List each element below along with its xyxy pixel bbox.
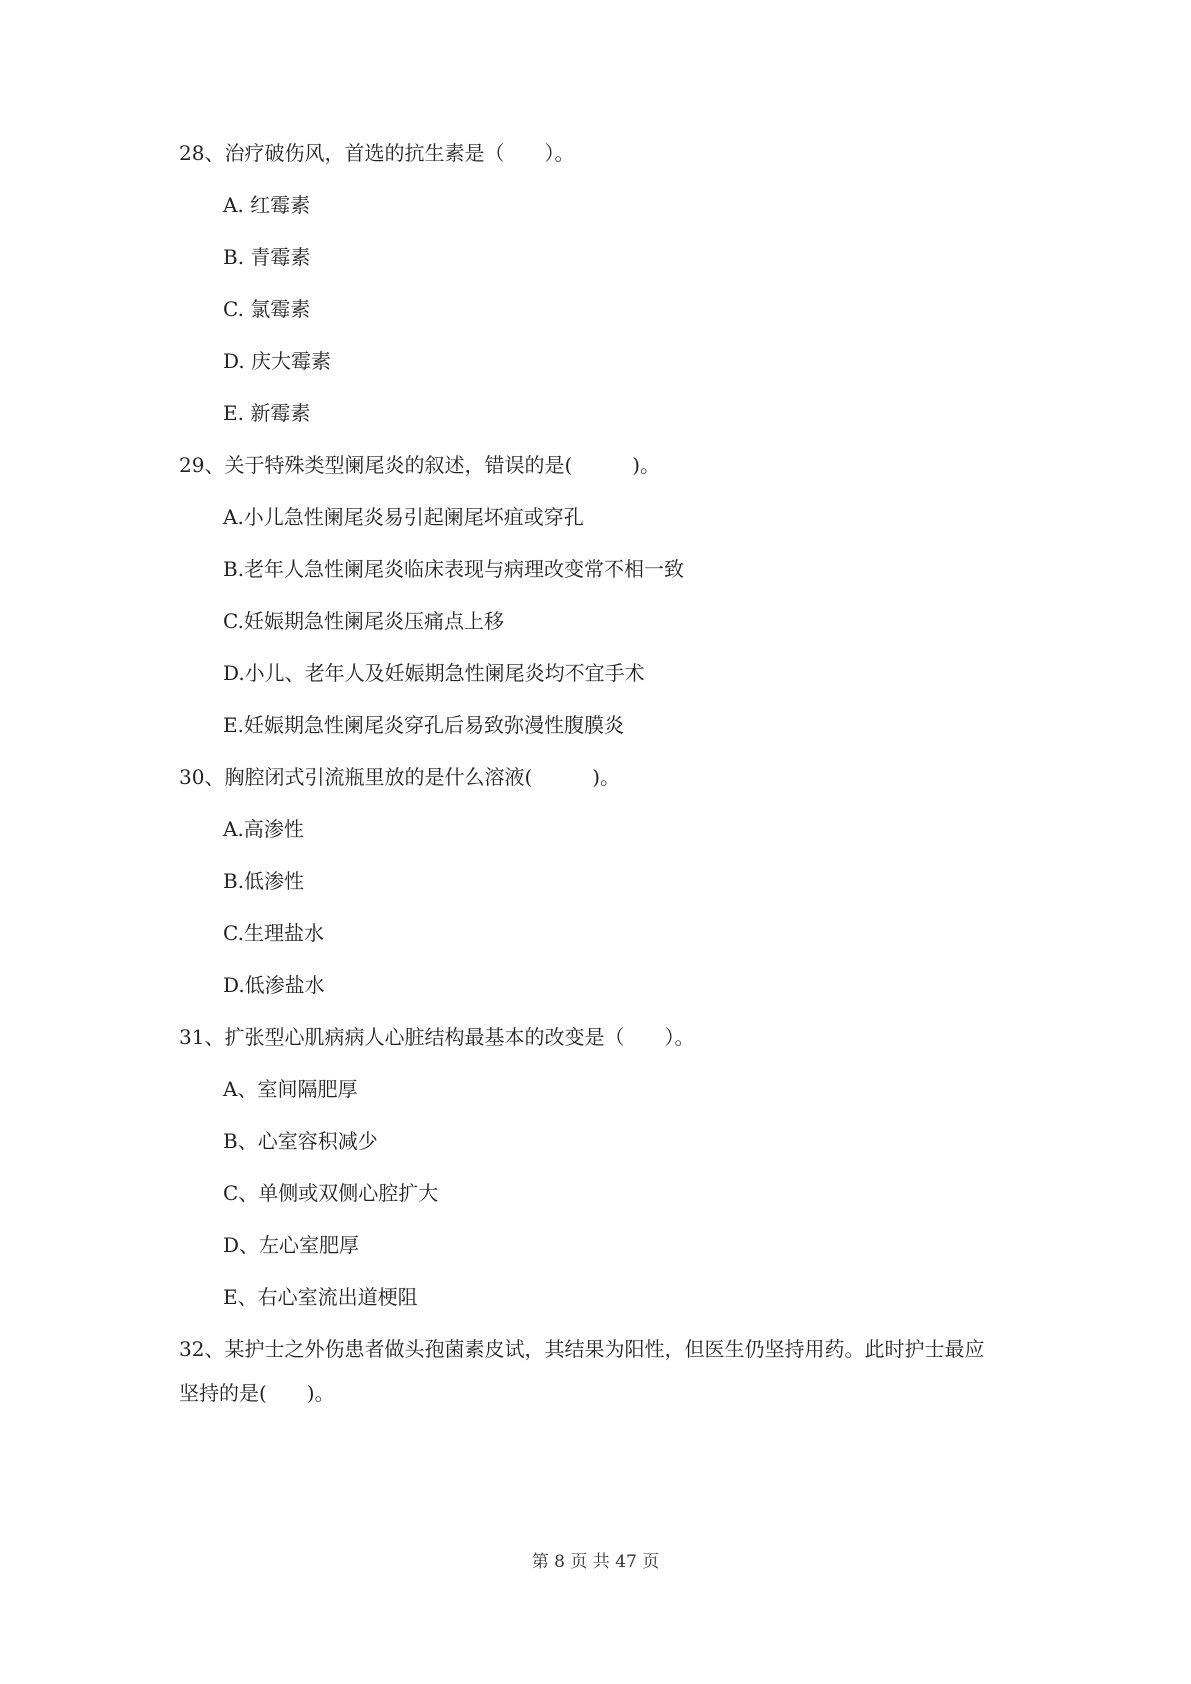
question-30-option-d: D.低渗盐水 [223, 973, 325, 997]
page-footer: 第 8 页 共 47 页 [531, 1552, 660, 1572]
question-29-option-c: C.妊娠期急性阑尾炎压痛点上移 [223, 609, 504, 633]
question-29-option-d: D.小儿、老年人及妊娠期急性阑尾炎均不宜手术 [223, 661, 645, 685]
question-31-option-b: B、心室容积减少 [223, 1129, 378, 1153]
question-30-option-b: B.低渗性 [223, 869, 305, 893]
question-29-stem: 29、关于特殊类型阑尾炎的叙述，错误的是( )。 [179, 453, 661, 477]
question-28-option-c: C. 氯霉素 [223, 297, 311, 321]
question-31-option-e: E、右心室流出道梗阻 [223, 1285, 418, 1309]
question-28-option-b: B. 青霉素 [223, 245, 311, 269]
question-29-option-a: A.小儿急性阑尾炎易引起阑尾坏疽或穿孔 [223, 505, 584, 529]
question-30-stem: 30、胸腔闭式引流瓶里放的是什么溶液( )。 [179, 765, 621, 789]
question-29-option-e: E.妊娠期急性阑尾炎穿孔后易致弥漫性腹膜炎 [223, 713, 624, 737]
question-28-option-a: A. 红霉素 [223, 193, 311, 217]
question-28-option-d: D. 庆大霉素 [223, 349, 332, 373]
question-32-stem-line-1: 32、某护士之外伤患者做头孢菌素皮试，其结果为阳性，但医生仍坚持用药。此时护士最应 [179, 1337, 985, 1361]
question-28-option-e: E. 新霉素 [223, 401, 311, 425]
question-30-option-a: A.高渗性 [223, 817, 304, 841]
question-28-stem: 28、治疗破伤风，首选的抗生素是（ ）。 [179, 141, 575, 165]
question-31-stem: 31、扩张型心肌病病人心脏结构最基本的改变是（ ）。 [179, 1025, 695, 1049]
question-32-stem-line-2: 坚持的是( )。 [179, 1381, 335, 1405]
question-31-option-c: C、单侧或双侧心腔扩大 [223, 1181, 439, 1205]
question-30-option-c: C.生理盐水 [223, 921, 324, 945]
question-31-option-a: A、室间隔肥厚 [223, 1077, 358, 1101]
question-31-option-d: D、左心室肥厚 [223, 1233, 360, 1257]
question-29-option-b: B.老年人急性阑尾炎临床表现与病理改变常不相一致 [223, 557, 685, 581]
